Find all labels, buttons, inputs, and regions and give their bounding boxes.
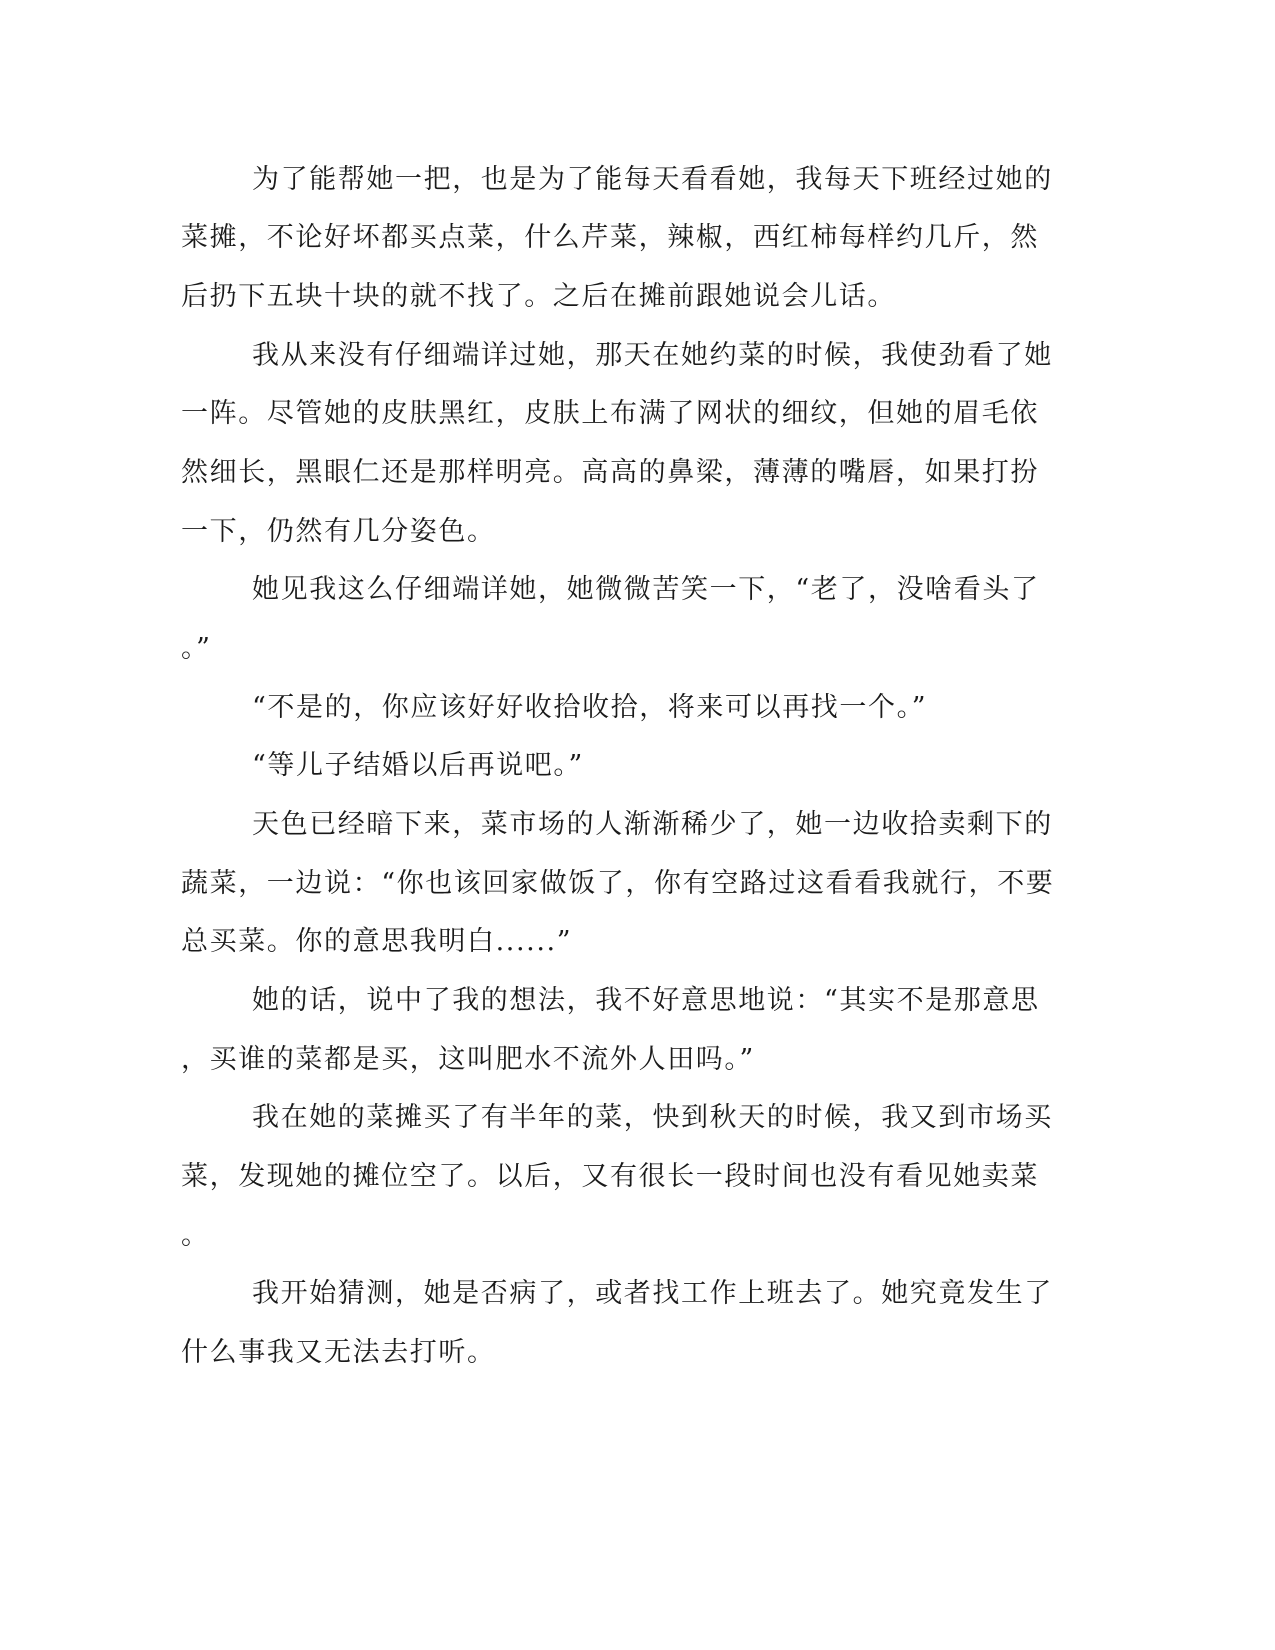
text-line: 。” bbox=[181, 633, 212, 664]
text-line: 天色已经暗下来，菜市场的人渐渐稀少了，她一边收拾卖剩下的 bbox=[252, 809, 1053, 840]
text-line: 后扔下五块十块的就不找了。之后在摊前跟她说会儿话。 bbox=[181, 281, 896, 312]
text-line: 我从来没有仔细端详过她，那天在她约菜的时候，我使劲看了她 bbox=[252, 340, 1053, 371]
text-line: 然细长，黑眼仁还是那样明亮。高高的鼻梁，薄薄的嘴唇，如果打扮 bbox=[181, 457, 1039, 488]
text-line: ，买谁的菜都是买，这叫肥水不流外人田吗。” bbox=[181, 1044, 755, 1075]
text-line: 她的话，说中了我的想法，我不好意思地说：“其实不是那意思 bbox=[252, 985, 1040, 1016]
text-line: 我开始猜测，她是否病了，或者找工作上班去了。她究竟发生了 bbox=[252, 1278, 1053, 1309]
text-line: 。 bbox=[181, 1220, 210, 1251]
text-line: 菜摊，不论好坏都买点菜，什么芹菜，辣椒，西红柿每样约几斤，然 bbox=[181, 222, 1039, 253]
text-line: 什么事我又无法去打听。 bbox=[181, 1337, 496, 1368]
text-line: 为了能帮她一把，也是为了能每天看看她，我每天下班经过她的 bbox=[252, 164, 1053, 195]
text-line: 一阵。尽管她的皮肤黑红，皮肤上布满了网状的细纹，但她的眉毛依 bbox=[181, 398, 1039, 429]
text-line: 我在她的菜摊买了有半年的菜，快到秋天的时候，我又到市场买 bbox=[252, 1102, 1053, 1133]
text-line: 蔬菜，一边说：“你也该回家做饭了，你有空路过这看看我就行，不要 bbox=[181, 868, 1055, 899]
text-line: 总买菜。你的意思我明白......” bbox=[181, 926, 573, 957]
text-line: 一下，仍然有几分姿色。 bbox=[181, 516, 496, 547]
text-line: 菜，发现她的摊位空了。以后，又有很长一段时间也没有看见她卖菜 bbox=[181, 1161, 1039, 1192]
text-line: “不是的，你应该好好收拾收拾，将来可以再找一个。” bbox=[252, 692, 928, 723]
text-line: 她见我这么仔细端详她，她微微苦笑一下，“老了，没啥看头了 bbox=[252, 574, 1040, 605]
text-line: “等儿子结婚以后再说吧。” bbox=[252, 750, 584, 781]
